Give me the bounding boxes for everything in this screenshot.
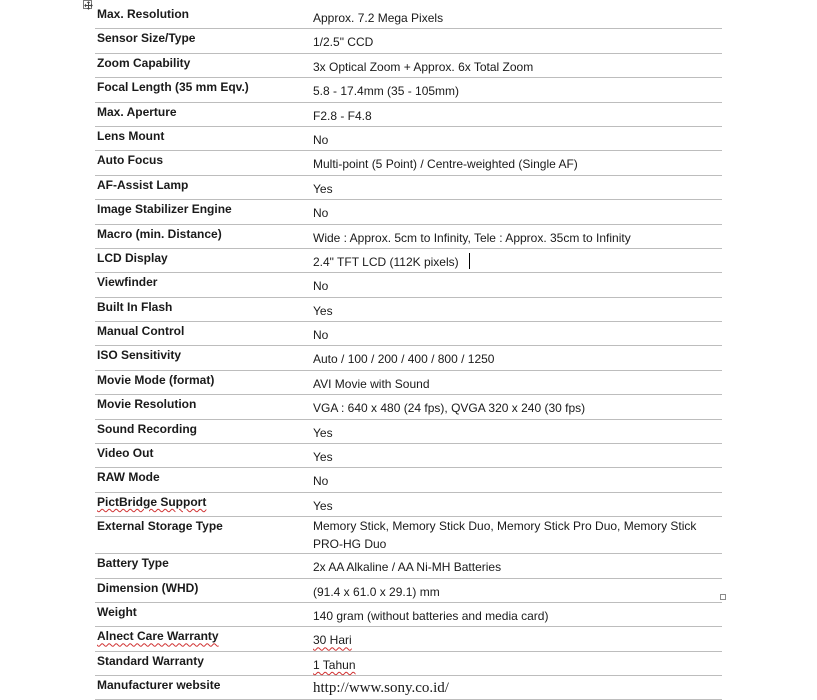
table-row — [95, 175, 722, 199]
table-row — [95, 346, 722, 370]
spec-label: Zoom Capability — [95, 53, 311, 77]
spec-label — [95, 78, 311, 102]
specifications-table — [95, 5, 722, 700]
spec-label: Lens Mount — [95, 126, 311, 150]
spec-value[interactable]: AVI Movie with Sound — [311, 370, 722, 394]
spec-value[interactable]: No — [311, 273, 722, 297]
table-row — [95, 419, 722, 443]
spec-label: RAW Mode — [95, 468, 311, 492]
spec-label-text: Focal Length (35 mm Eqv.) — [97, 80, 249, 95]
spec-value[interactable]: 3x Optical Zoom + Approx. 6x Total Zoom — [311, 53, 722, 77]
spec-label: AF-Assist Lamp — [95, 175, 311, 199]
table-row — [95, 370, 722, 394]
manufacturer-website-link[interactable]: http://www.sony.co.id/ — [311, 676, 722, 699]
table-row — [95, 29, 722, 53]
table-row — [95, 444, 722, 468]
spec-label: Image Stabilizer Engine — [95, 200, 311, 224]
spec-value[interactable]: 1/2.5" CCD — [311, 29, 722, 53]
spec-value[interactable]: VGA : 640 x 480 (24 fps), QVGA 320 x 240 (30 fps) — [311, 395, 722, 419]
table-row — [95, 517, 722, 554]
spec-label: Max. Aperture — [95, 102, 311, 126]
table-row — [95, 322, 722, 346]
table-row — [95, 126, 722, 150]
spec-label: Built In Flash — [95, 297, 311, 321]
table-row — [95, 554, 722, 578]
table-row — [95, 297, 722, 321]
table-row — [95, 5, 722, 29]
table-row — [95, 273, 722, 297]
spec-label: Manual Control — [95, 322, 311, 346]
spec-value[interactable] — [311, 627, 722, 651]
table-move-handle-icon[interactable] — [83, 0, 92, 9]
spec-value[interactable]: No — [311, 126, 722, 150]
spec-value[interactable]: No — [311, 322, 722, 346]
table-row — [95, 151, 722, 175]
spec-label-text: PictBridge Support — [97, 494, 207, 509]
spec-label: LCD Display — [95, 248, 311, 272]
spec-value[interactable]: Auto / 100 / 200 / 400 / 800 / 1250 — [311, 346, 722, 370]
spec-value[interactable] — [311, 651, 722, 675]
spec-label: Movie Mode (format) — [95, 370, 311, 394]
spec-value[interactable]: F2.8 - F4.8 — [311, 102, 722, 126]
spec-label: Battery Type — [95, 554, 311, 578]
table-row — [95, 224, 722, 248]
spec-value[interactable]: Memory Stick, Memory Stick Duo, Memory Stick Pro Duo, Memory Stick PRO-HG Duo — [311, 517, 722, 554]
table-row — [95, 53, 722, 77]
table-row — [95, 200, 722, 224]
table-row — [95, 651, 722, 675]
spec-label: Video Out — [95, 444, 311, 468]
spec-label: Movie Resolution — [95, 395, 311, 419]
table-row — [95, 578, 722, 602]
spec-label — [95, 627, 311, 651]
table-resize-handle-icon[interactable] — [720, 594, 726, 600]
table-row — [95, 468, 722, 492]
text-cursor — [469, 253, 470, 269]
spec-value[interactable]: (91.4 x 61.0 x 29.1) mm — [311, 578, 722, 602]
spec-value[interactable]: Yes — [311, 492, 722, 516]
spec-label — [95, 492, 311, 516]
spec-value-text: 2.4" TFT LCD (112K pixels) — [313, 254, 459, 269]
spec-label-text: Alnect Care Warranty — [97, 629, 219, 644]
table-row — [95, 78, 722, 102]
table-row — [95, 492, 722, 516]
spec-value[interactable]: Yes — [311, 297, 722, 321]
spec-value[interactable]: 5.8 - 17.4mm (35 - 105mm) — [311, 78, 722, 102]
spec-label: External Storage Type — [95, 517, 311, 554]
spec-value[interactable]: Approx. 7.2 Mega Pixels — [311, 5, 722, 29]
spec-label: Auto Focus — [95, 151, 311, 175]
spec-label: Standard Warranty — [95, 651, 311, 675]
spec-value-text: 30 Hari — [313, 633, 352, 648]
table-row — [95, 248, 722, 272]
spec-value[interactable]: Multi-point (5 Point) / Centre-weighted (Single AF) — [311, 151, 722, 175]
spec-value[interactable]: No — [311, 200, 722, 224]
spec-label: Dimension (WHD) — [95, 578, 311, 602]
spec-label: Weight — [95, 602, 311, 626]
table-row — [95, 602, 722, 626]
spec-value[interactable]: No — [311, 468, 722, 492]
spec-value-text: 1 Tahun — [313, 657, 356, 672]
spec-label: ISO Sensitivity — [95, 346, 311, 370]
spec-value[interactable]: 140 gram (without batteries and media card) — [311, 602, 722, 626]
spec-label: Max. Resolution — [95, 5, 311, 29]
table-row — [95, 395, 722, 419]
spec-value[interactable] — [311, 248, 722, 272]
spec-value[interactable]: Yes — [311, 419, 722, 443]
spec-label: Sensor Size/Type — [95, 29, 311, 53]
spec-value[interactable]: Yes — [311, 444, 722, 468]
table-row — [95, 627, 722, 651]
spec-value[interactable]: Yes — [311, 175, 722, 199]
spec-value[interactable]: 2x AA Alkaline / AA Ni-MH Batteries — [311, 554, 722, 578]
table-row — [95, 676, 722, 699]
spec-value[interactable]: Wide : Approx. 5cm to Infinity, Tele : Approx. 35cm to Infinity — [311, 224, 722, 248]
spec-label: Sound Recording — [95, 419, 311, 443]
spec-label: Viewfinder — [95, 273, 311, 297]
table-row — [95, 102, 722, 126]
spec-label: Manufacturer website — [95, 676, 311, 699]
spec-label: Macro (min. Distance) — [95, 224, 311, 248]
